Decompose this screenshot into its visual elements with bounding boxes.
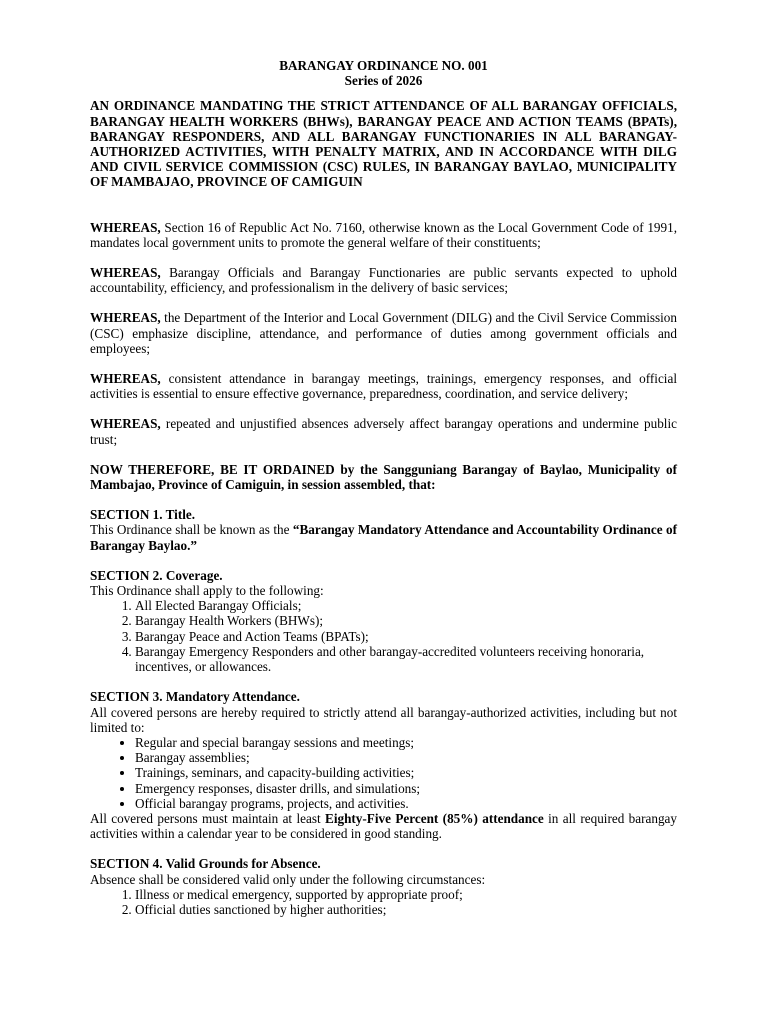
- ordinance-title: AN ORDINANCE MANDATING THE STRICT ATTENDANCE OF ALL BARANGAY OFFICIALS, BARANGAY HEALTH WORKERS (BHWs), BARANGAY PEACE AND ACTION TEAMS (BPATs), BARANGAY RESPONDERS, AND ALL BARANGAY FUNCTIONARIES IN ALL BARANGAY-AUTHORIZED ACTIVITIES, WITH PENALTY MATRIX, AND IN ACCORDANCE WITH DILG AND CIVIL SERVICE COMMISSION (CSC) RULES, IN BARANGAY BAYLAO, MUNICIPALITY OF MAMBAJAO, PROVINCE OF CAMIGUIN: [90, 98, 677, 190]
- list-item: 4. Barangay Emergency Responders and other barangay-accredited volunteers receiving honoraria, incentives, or allowances.: [135, 644, 677, 674]
- list-item: • Barangay assemblies;: [135, 750, 677, 765]
- section-3-intro: All covered persons are hereby required to strictly attend all barangay-authorized activities, including but not limited to:: [90, 704, 677, 735]
- whereas-clause-1: WHEREAS, Section 16 of Republic Act No. 7160, otherwise known as the Local Government Code of 1991, mandates local government units to promote the general welfare of their constituents;: [90, 219, 677, 250]
- list-item: 1. All Elected Barangay Officials;: [135, 598, 677, 613]
- document-page: [90, 58, 677, 917]
- whereas-clause-3: WHEREAS, the Department of the Interior and Local Government (DILG) and the Civil Service Commission (CSC) emphasize discipline, attendance, and performance of duties among government officials and employees;: [90, 310, 677, 356]
- section-2-intro: This Ordinance shall apply to the following:: [90, 583, 324, 599]
- list-item: 2. Official duties sanctioned by higher authorities;: [135, 902, 677, 917]
- section-1-text: This Ordinance shall be known as the “Barangay Mandatory Attendance and Accountability Ordinance of Barangay Baylao.”: [90, 522, 678, 553]
- section-1-heading: SECTION 1. Title.: [90, 507, 196, 523]
- list-item: • Trainings, seminars, and capacity-building activities;: [135, 765, 677, 780]
- section-3-heading: SECTION 3. Mandatory Attendance.: [90, 689, 300, 705]
- list-item: 2. Barangay Health Workers (BHWs);: [135, 613, 677, 628]
- section-4-intro: Absence shall be considered valid only under the following circumstances:: [90, 871, 486, 887]
- section-3-closing: All covered persons must maintain at least Eighty-Five Percent (85%) attendance in all required barangay activities within a calendar year to be considered in good standing.: [90, 810, 677, 842]
- ordinance-number: BARANGAY ORDINANCE NO. 001: [279, 58, 488, 73]
- whereas-clause-4: WHEREAS, consistent attendance in barangay meetings, trainings, emergency responses, and official activities is essential to ensure effective governance, preparedness, coordination, and service delivery;: [90, 371, 677, 402]
- section-4-heading: SECTION 4. Valid Grounds for Absence.: [90, 856, 321, 872]
- list-item: 3. Barangay Peace and Action Teams (BPATs);: [135, 629, 677, 644]
- now-therefore-clause: NOW THEREFORE, BE IT ORDAINED by the Sangguniang Barangay of Baylao, Municipality of Mambajao, Province of Camiguin, in session assembled, that:: [90, 461, 677, 493]
- list-item: • Emergency responses, disaster drills, and simulations;: [135, 781, 677, 796]
- activities-list: [90, 735, 677, 811]
- list-item: • Official barangay programs, projects, and activities.: [135, 796, 677, 811]
- section-2-heading: SECTION 2. Coverage.: [90, 567, 223, 583]
- list-item: • Regular and special barangay sessions and meetings;: [135, 735, 677, 750]
- whereas-clause-2: WHEREAS, Barangay Officials and Barangay Functionaries are public servants expected to uphold accountability, efficiency, and professionalism in the delivery of basic services;: [90, 265, 677, 296]
- ordinance-series: Series of 2026: [344, 73, 423, 89]
- valid-grounds-list: [90, 887, 677, 917]
- list-item: 1. Illness or medical emergency, supported by appropriate proof;: [135, 887, 677, 902]
- coverage-list: [90, 598, 677, 674]
- whereas-clause-5: WHEREAS, repeated and unjustified absences adversely affect barangay operations and undermine public trust;: [90, 416, 677, 447]
